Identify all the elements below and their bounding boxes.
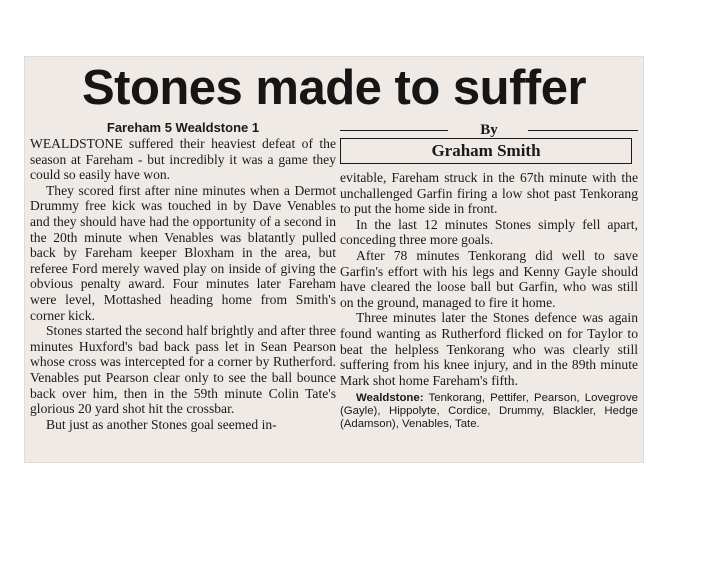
team-label: Wealdstone: xyxy=(356,392,424,405)
paragraph: But just as another Stones goal seemed in- xyxy=(46,416,277,432)
team-list: Tenkorang, Pettifer, Pearson, Lovegrove (Gayle), Hippolyte, Cordice, Drummy, Blackler, Hedge (Adamson), Venables, Tate. xyxy=(340,392,638,431)
paragraph: Three minutes later the Stones defence was again found wanting as Rutherford flicked on for Taylor to beat the helpless Tenkorang who was clearly still suffering from his knee injury, and in the 89th minute Mark shot home Fareham's fifth. xyxy=(340,310,638,388)
match-result: Fareham 5 Wealdstone 1 xyxy=(106,120,260,135)
byline-rule-right xyxy=(528,130,638,131)
headline: Stones made to suffer xyxy=(81,61,587,115)
team-lineup xyxy=(340,392,638,431)
byline-name: Graham Smith xyxy=(340,138,632,164)
byline-prefix: By xyxy=(480,122,498,138)
paragraph: In the last 12 minutes Stones simply fell apart, conceding three more goals. xyxy=(340,216,638,248)
paragraph: evitable, Fareham struck in the 67th minute with the unchallenged Garfin firing a low shot past Tenkorang to put the home side in front. xyxy=(340,170,638,217)
column-right xyxy=(340,120,638,431)
paragraph: After 78 minutes Tenkorang did well to save Garfin's effort with his legs and Kenny Gayle should have cleared the loose ball but Garfin, who was still on the ground, managed to fire it home. xyxy=(340,247,638,310)
newspaper-clipping xyxy=(24,56,644,463)
paragraph: They scored first after nine minutes when a Dermot Drummy free kick was touched in by Dave Venables and they should have had the opportunity of a second in the 20th minute when Venables was blatantly pulled back by Fareham keeper Bloxham in the area, but referee Ford merely waved play on inside of giving the obvious penalty award. Four minutes later Fareham were level, Mottashed heading home from Smith's corner kick. xyxy=(30,182,336,323)
byline xyxy=(340,120,638,168)
byline-rule-row xyxy=(340,122,638,138)
paragraph: WEALDSTONE suffered their heaviest defeat of the season at Fareham - but incredibly it was a game they could so easily have won. xyxy=(30,136,336,183)
column-left xyxy=(30,120,336,432)
paragraph: Stones started the second half brightly and after three minutes Huxford's bad back pass let in Sean Pearson whose cross was intercepted for a corner by Rutherford. Venables put Pearson clear only to see the ball bounce back over him, then in the 59th minute Colin Tate's glorious 20 yard shot hit the crossbar. xyxy=(30,323,336,417)
